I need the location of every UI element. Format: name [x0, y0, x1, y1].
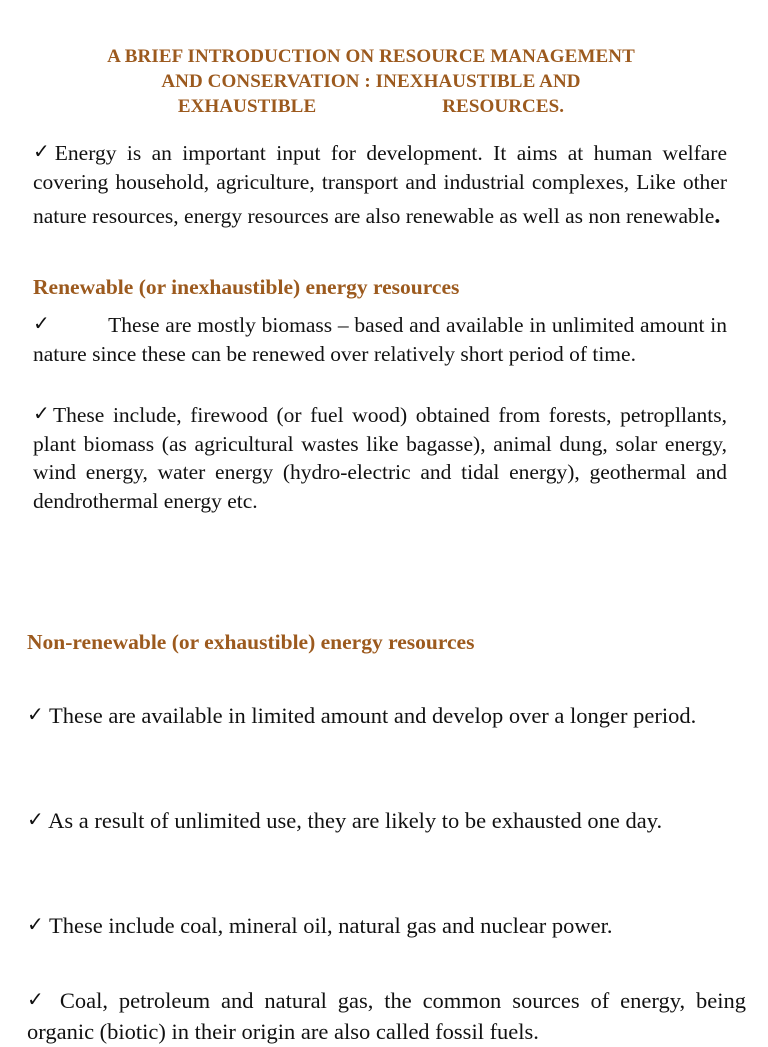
checkmark-icon: ✓ [33, 403, 53, 425]
title-line-2: AND CONSERVATION : INEXHAUSTIBLE AND [161, 71, 581, 92]
renewable-heading: Renewable (or inexhaustible) energy resources [33, 275, 460, 299]
intro-text-tail: non renewable [588, 204, 715, 228]
renewable-point-2-text: These include, firewood (or fuel wood) obtained from forests, petropllants, plant biomass (as agricultural wastes like bagasse), animal dung, solar energy, wind energy, water energy (hydro-electric and tidal energy), geothermal and dendrothermal energy etc. [33, 403, 727, 513]
renewable-point-1-text: These are mostly biomass – based and available in unlimited amount in nature since these can be renewed over relatively short period of time. [33, 313, 727, 366]
checkmark-icon: ✓ [27, 914, 44, 936]
intro-end-mark: . [714, 203, 721, 229]
title-line-3 [40, 94, 702, 119]
renewable-point-2 [33, 400, 727, 515]
non-renewable-point-1-text: These are available in limited amount and develop over a longer period. [48, 703, 697, 728]
checkmark-icon: ✓ [33, 141, 55, 163]
non-renewable-point-3 [27, 910, 746, 941]
checkmark-icon: ✓ [27, 809, 44, 831]
checkmark-icon: ✓ [33, 313, 51, 335]
title-line-3-part-2: RESOURCES. [442, 96, 565, 117]
non-renewable-point-4-text: Coal, petroleum and natural gas, the common sources of energy, being organic (biotic) in their origin are also called fossil fuels. [27, 988, 747, 1044]
title-line-1: A BRIEF INTRODUCTION ON RESOURCE MANAGEMENT [107, 46, 635, 67]
title-line-3-part-1: EXHAUSTIBLE [177, 96, 317, 117]
renewable-point-1 [33, 310, 727, 368]
non-renewable-point-2 [27, 805, 746, 836]
checkmark-icon: ✓ [27, 989, 50, 1011]
non-renewable-point-3-text: These include coal, mineral oil, natural gas and nuclear power. [48, 913, 613, 938]
non-renewable-point-1 [27, 700, 746, 731]
non-renewable-heading: Non-renewable (or exhaustible) energy resources [27, 630, 475, 654]
intro-paragraph [33, 138, 727, 236]
intro-text: Energy is an important input for development. It aims at human welfare covering household, agriculture, transport and industrial complexes, Like other nature resources, energy resources are also renewable as well as [33, 141, 727, 228]
non-renewable-point-2-text: As a result of unlimited use, they are likely to be exhausted one day. [48, 808, 663, 833]
non-renewable-point-4 [27, 985, 746, 1047]
checkmark-icon: ✓ [27, 704, 44, 726]
document-title [40, 44, 702, 119]
